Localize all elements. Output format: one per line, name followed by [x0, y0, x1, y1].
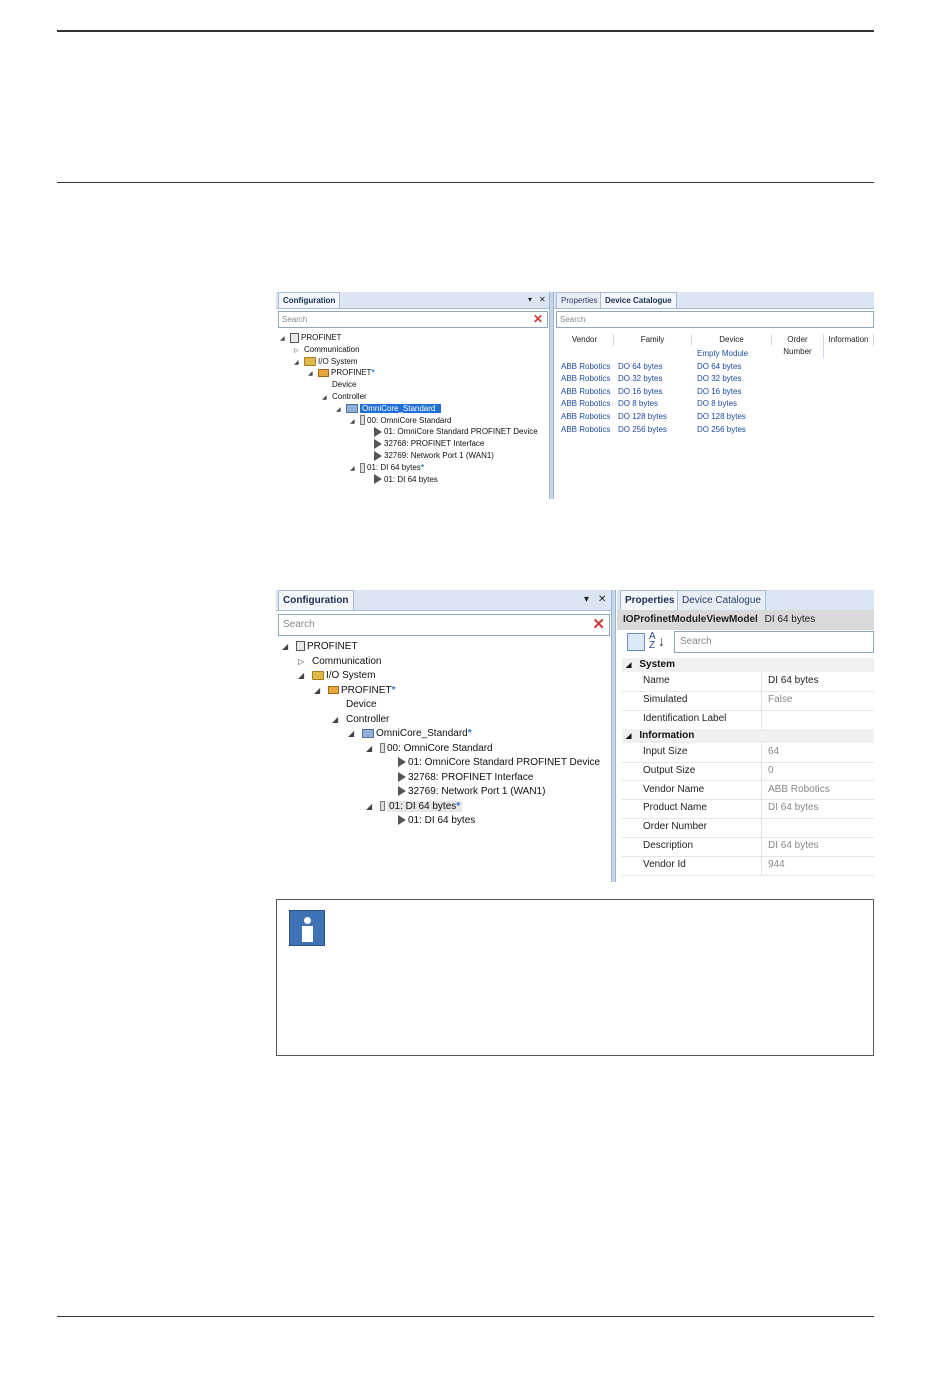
tree-node[interactable]	[364, 450, 494, 462]
screenshot-device-catalogue	[276, 292, 874, 499]
catalogue-search-input[interactable]	[556, 311, 874, 328]
property-grid	[622, 658, 874, 882]
submodule-icon	[374, 427, 382, 437]
tree-node[interactable]	[364, 474, 438, 486]
close-icon[interactable]: ✕	[598, 594, 607, 605]
tree-node-label: Device	[346, 699, 377, 710]
submodule-icon	[398, 757, 406, 767]
catalogue-cell[interactable]: DO 16 bytes	[618, 386, 663, 396]
configuration-search-input[interactable]	[278, 614, 610, 636]
catalogue-cell[interactable]: DO 256 bytes	[697, 424, 746, 434]
tree-node-label: PROFINET*	[331, 368, 375, 378]
property-name: Product Name	[643, 802, 707, 814]
clear-search-icon[interactable]: ✕	[532, 312, 543, 326]
collapse-icon[interactable]: ◢	[322, 395, 327, 401]
profinet-network-icon	[318, 369, 329, 377]
tree-node-label: I/O System	[326, 670, 376, 681]
module-slot-icon	[360, 415, 365, 425]
expand-icon[interactable]: ▷	[294, 347, 299, 354]
catalogue-cell[interactable]: DO 256 bytes	[618, 424, 667, 434]
tree-node-label: 01: DI 64 bytes*	[389, 800, 461, 812]
search-placeholder: Search	[680, 636, 712, 647]
property-row[interactable]	[622, 672, 874, 692]
tree-node-label: 32768: PROFINET Interface	[384, 439, 485, 449]
tree-node[interactable]	[298, 655, 381, 670]
tree-node-label: 32769: Network Port 1 (WAN1)	[384, 451, 494, 460]
profinet-network-icon	[328, 686, 339, 694]
sort-alphabetical-icon[interactable]: A Z	[649, 631, 656, 651]
catalogue-cell[interactable]: ABB Robotics	[561, 412, 611, 421]
controller-device-icon	[362, 729, 374, 738]
catalogue-cell[interactable]: DO 64 bytes	[618, 361, 663, 371]
tree-node[interactable]	[366, 800, 462, 815]
collapse-icon[interactable]: ◢	[308, 371, 313, 378]
search-placeholder: Search	[283, 619, 315, 630]
catalogue-cell[interactable]: DO 8 bytes	[618, 399, 659, 409]
io-system-icon	[304, 357, 316, 366]
property-value[interactable]: ABB Robotics	[761, 781, 874, 800]
collapse-icon[interactable]: ◢	[282, 642, 289, 651]
property-row[interactable]	[622, 818, 874, 838]
tree-node-label: 01: DI 64 bytes	[384, 474, 438, 484]
modified-marker: *	[391, 684, 396, 696]
tab-device-catalogue[interactable]: Device Catalogue	[677, 590, 766, 610]
tab-configuration[interactable]: Configuration	[278, 590, 354, 610]
property-name: Description	[643, 840, 694, 852]
collapse-icon[interactable]: ◢	[280, 336, 285, 342]
catalogue-cell[interactable]: ABB Robotics	[561, 361, 611, 371]
header-rule-bottom	[57, 182, 874, 183]
catalogue-cell[interactable]: ABB Robotics	[561, 386, 611, 396]
model-title-bar	[617, 610, 874, 630]
property-category[interactable]	[622, 658, 874, 672]
module-slot-icon	[380, 801, 385, 811]
collapse-icon[interactable]: ◢	[314, 685, 321, 695]
modified-marker: *	[467, 728, 472, 739]
property-value[interactable]: DI 64 bytes	[761, 799, 874, 818]
configuration-panel-header	[276, 590, 612, 611]
search-placeholder: Search	[560, 315, 586, 324]
catalogue-cell[interactable]: DO 128 bytes	[697, 412, 746, 421]
property-row[interactable]	[622, 799, 874, 819]
tree-node[interactable]	[384, 785, 545, 800]
categorized-view-icon[interactable]	[627, 633, 645, 651]
module-slot-icon	[380, 743, 385, 753]
catalogue-cell[interactable]: Empty Module	[697, 349, 749, 358]
tree-node[interactable]	[348, 727, 472, 742]
catalogue-cell[interactable]: DO 64 bytes	[697, 361, 742, 371]
collapse-icon[interactable]: ◢	[626, 662, 632, 669]
panel-splitter[interactable]	[549, 292, 554, 499]
pin-icon[interactable]: ▾	[584, 594, 590, 605]
property-value[interactable]: False	[761, 691, 874, 710]
tree-node[interactable]	[282, 640, 358, 655]
screenshot-properties	[276, 590, 874, 882]
property-row[interactable]	[622, 743, 874, 763]
tree-node[interactable]	[384, 771, 533, 786]
tree-node[interactable]	[366, 742, 493, 757]
tree-node-label: Controller	[346, 713, 390, 725]
property-category[interactable]	[622, 729, 874, 743]
collapse-icon[interactable]: ◢	[294, 359, 299, 366]
category-label: System	[639, 659, 675, 670]
modified-marker: *	[435, 403, 439, 413]
properties-search-input[interactable]	[674, 631, 874, 653]
tree-node[interactable]	[332, 698, 377, 713]
tree-node-label: 00: OmniCore Standard	[387, 742, 493, 754]
column-header[interactable]: Vendor	[556, 334, 614, 346]
tree-node-label: I/O System	[318, 356, 358, 366]
column-header[interactable]: Information	[824, 334, 874, 346]
tree-node-label: Controller	[332, 392, 367, 401]
configuration-search-input[interactable]	[278, 311, 548, 328]
tree-node-label: PROFINET*	[341, 684, 396, 696]
property-value[interactable]	[761, 710, 874, 729]
pin-icon[interactable]: ▾	[528, 295, 533, 304]
collapse-icon[interactable]: ◢	[350, 465, 355, 472]
catalogue-cell[interactable]: ABB Robotics	[561, 399, 611, 409]
tab-properties[interactable]: Properties	[620, 590, 679, 610]
tree-node[interactable]	[332, 713, 389, 728]
tree-node-label: Communication	[304, 344, 360, 354]
tree-node-label: OmniCore_Standard*	[362, 403, 439, 413]
catalogue-cell[interactable]: ABB Robotics	[561, 424, 611, 434]
property-name: Identification Label	[643, 712, 727, 724]
property-value[interactable]: 64	[761, 743, 874, 762]
model-value: DI 64 bytes	[764, 614, 816, 625]
tree-node[interactable]	[384, 814, 475, 829]
catalogue-cell[interactable]: DO 32 bytes	[697, 374, 742, 384]
sort-arrow-icon: ↓	[658, 633, 665, 649]
footer-rule	[57, 1316, 874, 1317]
property-value[interactable]: 944	[761, 856, 874, 875]
collapse-icon[interactable]: ◢	[626, 732, 632, 740]
tree-node[interactable]	[384, 756, 600, 771]
tree-node-label: Communication	[312, 655, 382, 667]
tree-node[interactable]	[364, 438, 484, 450]
tab-configuration[interactable]: Configuration	[278, 292, 340, 308]
controller-tower-icon	[296, 641, 305, 651]
tree-node-label: 01: OmniCore Standard PROFINET Device	[384, 427, 538, 437]
submodule-icon	[398, 772, 406, 782]
property-name: Vendor Name	[643, 783, 705, 795]
property-name: Output Size	[643, 764, 696, 776]
collapse-icon[interactable]: ◢	[366, 743, 373, 753]
information-note-box	[276, 899, 874, 1056]
controller-device-icon	[346, 404, 358, 413]
model-title: IOProfinetModuleViewModel	[623, 614, 758, 625]
property-value[interactable]: 0	[761, 762, 874, 781]
tree-node-label: 01: OmniCore Standard PROFINET Device	[408, 757, 601, 768]
tree-node[interactable]	[322, 379, 356, 391]
tree-node-label: Device	[332, 380, 357, 390]
tree-node-label: PROFINET	[301, 333, 342, 342]
tree-node[interactable]	[298, 669, 375, 684]
collapse-icon[interactable]: ◢	[348, 729, 355, 738]
submodule-icon	[374, 451, 382, 461]
column-header[interactable]: Order Number	[772, 334, 824, 358]
property-name: Name	[643, 675, 670, 686]
catalogue-cell[interactable]: ABB Robotics	[561, 374, 611, 384]
tree-node-label: PROFINET	[307, 641, 358, 652]
submodule-icon	[374, 474, 382, 484]
tree-node-label: 01: DI 64 bytes	[408, 815, 476, 826]
modified-marker: *	[371, 368, 375, 378]
module-slot-icon	[360, 463, 365, 473]
tree-node-label: 01: DI 64 bytes*	[367, 462, 424, 472]
collapse-icon[interactable]: ◢	[298, 671, 305, 680]
property-row[interactable]	[622, 837, 874, 857]
property-row[interactable]	[622, 691, 874, 711]
header-rule-top	[57, 30, 874, 32]
tree-node[interactable]	[364, 426, 538, 438]
tree-node-label: 32769: Network Port 1 (WAN1)	[408, 786, 546, 797]
tab-properties[interactable]: Properties	[556, 292, 602, 308]
catalogue-cell[interactable]: DO 128 bytes	[618, 412, 667, 421]
property-row[interactable]	[622, 710, 874, 730]
collapse-icon[interactable]: ◢	[332, 714, 339, 724]
property-name: Input Size	[643, 745, 688, 757]
catalogue-cell[interactable]: DO 16 bytes	[697, 386, 742, 396]
collapse-icon[interactable]: ◢	[336, 406, 341, 413]
expand-icon[interactable]: ▷	[298, 656, 305, 666]
collapse-icon[interactable]: ◢	[366, 801, 373, 811]
property-value[interactable]: DI 64 bytes	[761, 672, 874, 691]
tree-node-label: 00: OmniCore Standard	[367, 415, 452, 425]
catalogue-panel-header	[554, 292, 874, 309]
tab-device-catalogue[interactable]: Device Catalogue	[600, 292, 677, 308]
property-row[interactable]	[622, 781, 874, 801]
io-system-icon	[312, 671, 324, 680]
column-header[interactable]: Device	[692, 334, 772, 346]
category-label: Information	[639, 729, 695, 741]
modified-marker: *	[456, 800, 461, 812]
submodule-icon	[398, 786, 406, 796]
configuration-panel-header	[276, 292, 550, 309]
panel-splitter[interactable]	[611, 590, 616, 882]
property-name: Order Number	[643, 821, 707, 833]
property-name: Simulated	[643, 693, 688, 705]
tree-node-label: OmniCore_Standard*	[376, 728, 472, 739]
property-row[interactable]	[622, 762, 874, 782]
catalogue-cell[interactable]: DO 32 bytes	[618, 374, 663, 384]
controller-tower-icon	[290, 333, 299, 343]
close-icon[interactable]: ✕	[539, 295, 546, 304]
submodule-icon	[398, 815, 406, 825]
property-value[interactable]: DI 64 bytes	[761, 837, 874, 856]
properties-panel-header	[617, 590, 874, 611]
column-header[interactable]: Family	[614, 334, 692, 346]
tree-node-label: 32768: PROFINET Interface	[408, 771, 534, 783]
property-value[interactable]	[761, 818, 874, 837]
catalogue-cell[interactable]: DO 8 bytes	[697, 399, 738, 409]
submodule-icon	[374, 439, 382, 449]
property-name: Vendor Id	[643, 859, 686, 871]
property-row[interactable]	[622, 856, 874, 876]
tree-node[interactable]	[314, 684, 395, 699]
modified-marker: *	[420, 462, 424, 472]
info-icon	[289, 910, 325, 946]
collapse-icon[interactable]: ◢	[350, 418, 355, 425]
search-placeholder: Search	[282, 315, 308, 324]
clear-search-icon[interactable]: ✕	[592, 616, 605, 633]
